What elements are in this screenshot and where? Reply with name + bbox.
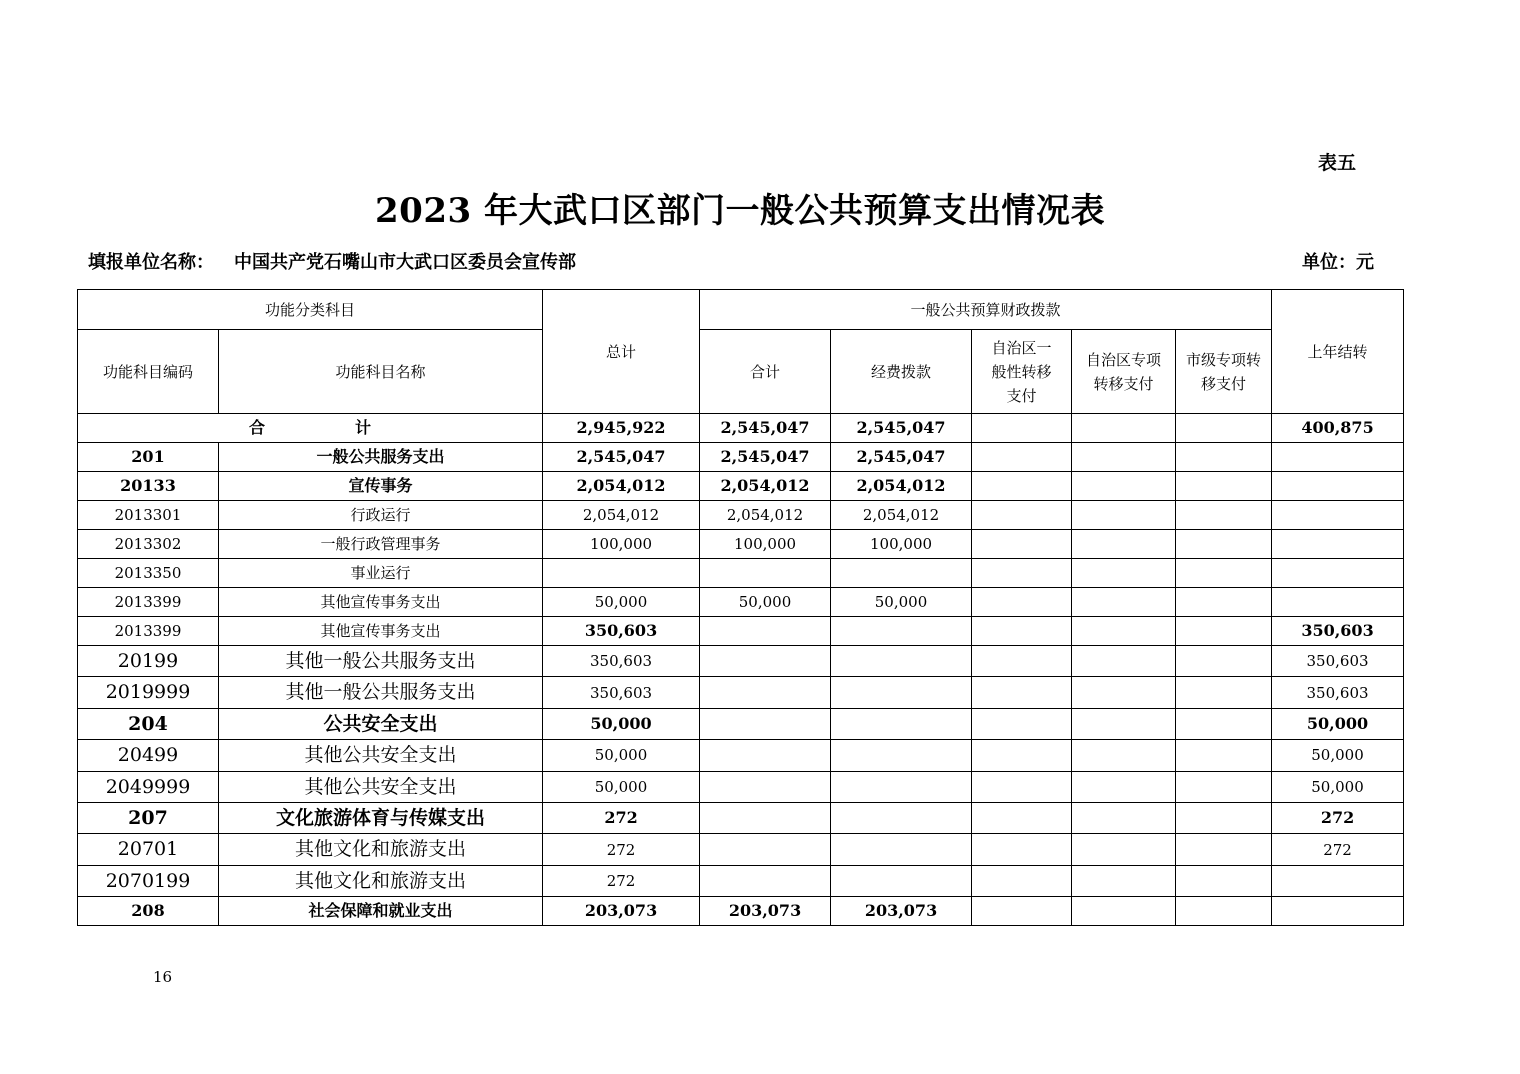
funding-cell [831, 559, 972, 588]
code-cell: 20701 [78, 834, 219, 865]
city-special-cell [1176, 708, 1272, 739]
total-cell: 2,054,012 [543, 501, 700, 530]
region-special-cell [1072, 617, 1176, 646]
subtotal-cell [700, 771, 831, 802]
header-total: 总计 [543, 290, 700, 414]
header-func-class: 功能分类科目 [78, 290, 543, 330]
table-row [78, 708, 1404, 739]
total-cell: 350,603 [543, 617, 700, 646]
region-special-cell [1072, 588, 1176, 617]
region-general-cell [972, 802, 1072, 833]
subtotal-cell: 2,545,047 [700, 443, 831, 472]
subtotal-cell [700, 677, 831, 708]
prev-carry-cell [1272, 897, 1404, 926]
city-special-cell [1176, 897, 1272, 926]
funding-cell: 203,073 [831, 897, 972, 926]
currency-unit: 单位：元 [1302, 252, 1374, 273]
table-row [78, 677, 1404, 708]
region-general-cell [972, 677, 1072, 708]
total-cell-funding: 2,545,047 [831, 414, 972, 443]
subtotal-cell: 2,054,012 [700, 501, 831, 530]
code-cell: 2070199 [78, 865, 219, 896]
total-cell: 350,603 [543, 646, 700, 677]
table-row [78, 588, 1404, 617]
prev-carry-cell: 350,603 [1272, 646, 1404, 677]
name-cell: 其他一般公共服务支出 [219, 646, 543, 677]
table-row [78, 865, 1404, 896]
region-special-cell [1072, 708, 1176, 739]
page-number: 16 [153, 968, 173, 986]
subtotal-cell [700, 740, 831, 771]
region-special-cell [1072, 530, 1176, 559]
region-special-cell [1072, 740, 1176, 771]
name-cell: 其他宣传事务支出 [219, 617, 543, 646]
subtotal-cell [700, 559, 831, 588]
city-special-cell [1176, 617, 1272, 646]
region-general-cell [972, 443, 1072, 472]
prev-carry-cell [1272, 530, 1404, 559]
total-cell-prev-carry: 400,875 [1272, 414, 1404, 443]
prev-carry-cell: 50,000 [1272, 771, 1404, 802]
prev-carry-cell: 50,000 [1272, 708, 1404, 739]
code-cell: 2013399 [78, 588, 219, 617]
name-cell: 行政运行 [219, 501, 543, 530]
code-cell: 207 [78, 802, 219, 833]
city-special-cell [1176, 646, 1272, 677]
city-special-cell [1176, 559, 1272, 588]
name-cell: 其他公共安全支出 [219, 771, 543, 802]
table-row [78, 646, 1404, 677]
region-general-cell [972, 834, 1072, 865]
table-row [78, 472, 1404, 501]
region-special-cell [1072, 472, 1176, 501]
region-special-cell [1072, 771, 1176, 802]
header-region-general: 自治区一般性转移支付 [972, 330, 1072, 414]
funding-cell: 50,000 [831, 588, 972, 617]
table-row [78, 834, 1404, 865]
region-general-cell [972, 865, 1072, 896]
table-row [78, 897, 1404, 926]
subtotal-cell: 50,000 [700, 588, 831, 617]
subtotal-cell [700, 802, 831, 833]
total-cell-total: 2,945,922 [543, 414, 700, 443]
funding-cell: 2,054,012 [831, 472, 972, 501]
city-special-cell [1176, 501, 1272, 530]
city-special-cell [1176, 677, 1272, 708]
name-cell: 一般行政管理事务 [219, 530, 543, 559]
region-special-cell [1072, 559, 1176, 588]
region-general-cell [972, 771, 1072, 802]
prev-carry-cell: 272 [1272, 802, 1404, 833]
city-special-cell [1176, 834, 1272, 865]
region-general-cell [972, 740, 1072, 771]
total-cell: 50,000 [543, 708, 700, 739]
prev-carry-cell [1272, 559, 1404, 588]
city-special-cell [1176, 443, 1272, 472]
subtotal-cell: 203,073 [700, 897, 831, 926]
subtotal-cell [700, 708, 831, 739]
header-gen-budget: 一般公共预算财政拨款 [700, 290, 1272, 330]
subtotal-cell [700, 834, 831, 865]
funding-cell [831, 802, 972, 833]
region-special-cell [1072, 677, 1176, 708]
budget-table [77, 289, 1404, 926]
total-cell: 2,545,047 [543, 443, 700, 472]
total-cell-subtotal: 2,545,047 [700, 414, 831, 443]
table-row [78, 559, 1404, 588]
total-label-right: 计 [355, 418, 372, 438]
total-cell: 50,000 [543, 771, 700, 802]
region-special-cell [1072, 443, 1176, 472]
name-cell: 宣传事务 [219, 472, 543, 501]
total-cell: 203,073 [543, 897, 700, 926]
name-cell: 社会保障和就业支出 [219, 897, 543, 926]
city-special-cell [1176, 802, 1272, 833]
header-prev-carry: 上年结转 [1272, 290, 1404, 414]
table-row [78, 530, 1404, 559]
name-cell: 公共安全支出 [219, 708, 543, 739]
name-cell: 文化旅游体育与传媒支出 [219, 802, 543, 833]
region-special-cell [1072, 834, 1176, 865]
total-cell: 272 [543, 802, 700, 833]
total-cell: 100,000 [543, 530, 700, 559]
region-general-cell [972, 708, 1072, 739]
subtotal-cell: 100,000 [700, 530, 831, 559]
name-cell: 事业运行 [219, 559, 543, 588]
code-cell: 2013302 [78, 530, 219, 559]
table-row [78, 443, 1404, 472]
region-special-cell [1072, 897, 1176, 926]
region-general-cell [972, 588, 1072, 617]
funding-cell [831, 617, 972, 646]
subtotal-cell [700, 646, 831, 677]
header-code: 功能科目编码 [78, 330, 219, 414]
prev-carry-cell [1272, 588, 1404, 617]
funding-cell [831, 646, 972, 677]
city-special-cell [1176, 865, 1272, 896]
prev-carry-cell [1272, 443, 1404, 472]
total-row [78, 414, 1404, 443]
funding-cell [831, 740, 972, 771]
city-special-cell [1176, 588, 1272, 617]
prev-carry-cell: 350,603 [1272, 677, 1404, 708]
region-special-cell [1072, 802, 1176, 833]
code-cell: 20133 [78, 472, 219, 501]
total-cell: 2,054,012 [543, 472, 700, 501]
header-region-special: 自治区专项转移支付 [1072, 330, 1176, 414]
region-general-cell [972, 617, 1072, 646]
name-cell: 其他公共安全支出 [219, 740, 543, 771]
code-cell: 2013301 [78, 501, 219, 530]
region-general-cell [972, 472, 1072, 501]
total-cell-region-general [972, 414, 1072, 443]
filler-name: 中国共产党石嘴山市大武口区委员会宣传部 [234, 252, 576, 273]
filler-label: 填报单位名称： [88, 252, 214, 273]
funding-cell: 2,054,012 [831, 501, 972, 530]
prev-carry-cell [1272, 472, 1404, 501]
code-cell: 201 [78, 443, 219, 472]
prev-carry-cell: 272 [1272, 834, 1404, 865]
code-cell: 20199 [78, 646, 219, 677]
subtotal-cell [700, 865, 831, 896]
region-general-cell [972, 559, 1072, 588]
name-cell: 其他文化和旅游支出 [219, 865, 543, 896]
funding-cell [831, 771, 972, 802]
code-cell: 2013350 [78, 559, 219, 588]
header-city-special: 市级专项转移支付 [1176, 330, 1272, 414]
header-funding: 经费拨款 [831, 330, 972, 414]
name-cell: 其他宣传事务支出 [219, 588, 543, 617]
name-cell: 其他文化和旅游支出 [219, 834, 543, 865]
code-cell: 2013399 [78, 617, 219, 646]
table-row [78, 771, 1404, 802]
code-cell: 20499 [78, 740, 219, 771]
header-subtotal: 合计 [700, 330, 831, 414]
city-special-cell [1176, 771, 1272, 802]
region-general-cell [972, 897, 1072, 926]
total-cell-city-special [1176, 414, 1272, 443]
region-special-cell [1072, 646, 1176, 677]
region-general-cell [972, 530, 1072, 559]
code-cell: 204 [78, 708, 219, 739]
code-cell: 208 [78, 897, 219, 926]
table-tag: 表五 [1318, 152, 1357, 174]
total-cell: 50,000 [543, 588, 700, 617]
region-general-cell [972, 501, 1072, 530]
city-special-cell [1176, 740, 1272, 771]
name-cell: 一般公共服务支出 [219, 443, 543, 472]
funding-cell [831, 677, 972, 708]
total-label-left: 合 [248, 418, 265, 438]
name-cell: 其他一般公共服务支出 [219, 677, 543, 708]
funding-cell: 100,000 [831, 530, 972, 559]
region-general-cell [972, 646, 1072, 677]
total-cell: 272 [543, 834, 700, 865]
prev-carry-cell [1272, 501, 1404, 530]
prev-carry-cell: 350,603 [1272, 617, 1404, 646]
table-row [78, 617, 1404, 646]
table-row [78, 802, 1404, 833]
table-row [78, 740, 1404, 771]
prev-carry-cell: 50,000 [1272, 740, 1404, 771]
header-name: 功能科目名称 [219, 330, 543, 414]
city-special-cell [1176, 530, 1272, 559]
funding-cell: 2,545,047 [831, 443, 972, 472]
total-label [78, 414, 543, 443]
region-special-cell [1072, 501, 1176, 530]
total-cell: 350,603 [543, 677, 700, 708]
total-cell [543, 559, 700, 588]
code-cell: 2019999 [78, 677, 219, 708]
total-cell: 272 [543, 865, 700, 896]
region-special-cell [1072, 865, 1176, 896]
city-special-cell [1176, 472, 1272, 501]
total-cell: 50,000 [543, 740, 700, 771]
total-cell-region-special [1072, 414, 1176, 443]
filler-unit-line [88, 248, 576, 274]
subtotal-cell: 2,054,012 [700, 472, 831, 501]
code-cell: 2049999 [78, 771, 219, 802]
funding-cell [831, 834, 972, 865]
table-row [78, 501, 1404, 530]
page-title: 2023 年大武口区部门一般公共预算支出情况表 [375, 191, 1105, 231]
subtotal-cell [700, 617, 831, 646]
funding-cell [831, 708, 972, 739]
funding-cell [831, 865, 972, 896]
prev-carry-cell [1272, 865, 1404, 896]
